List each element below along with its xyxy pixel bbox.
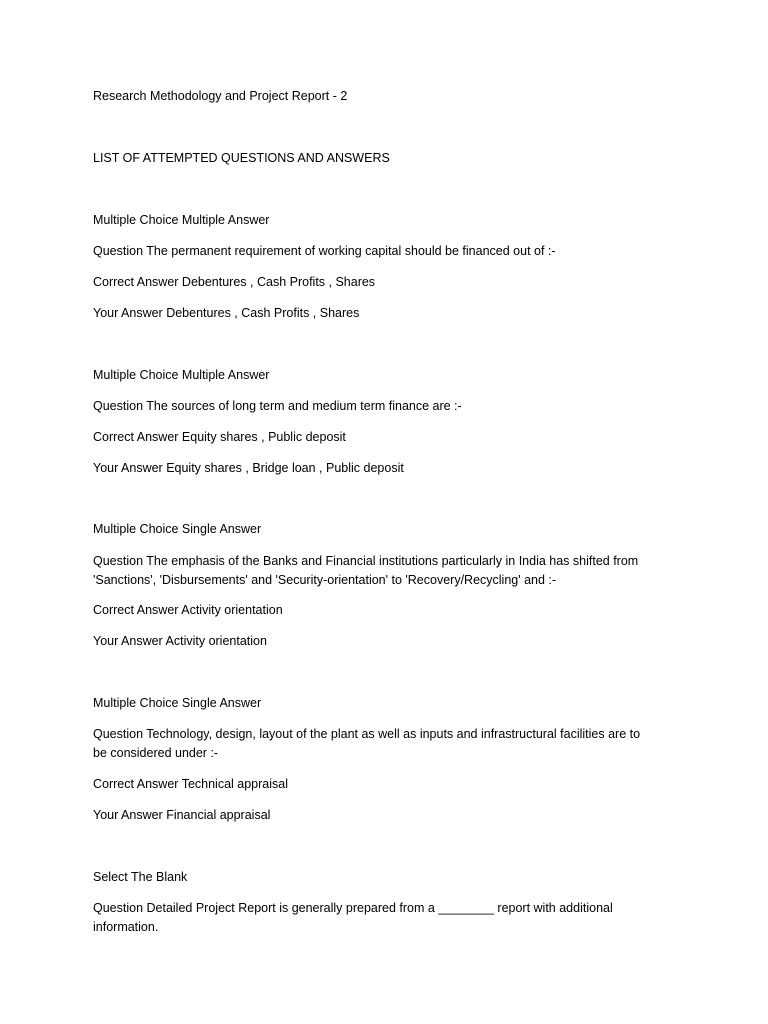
question-type: Multiple Choice Single Answer [93,696,262,710]
correct-answer: Correct Answer Equity shares , Public deposit [93,430,346,444]
question-text-line-2: information. [93,920,159,934]
your-answer: Your Answer Equity shares , Bridge loan , Public deposit [93,461,404,475]
question-type: Select The Blank [93,870,188,884]
question-text: Question The sources of long term and medium term finance are :- [93,399,462,413]
question-text-line-2: be considered under :- [93,746,219,760]
question-text-line-1: Question Detailed Project Report is generally prepared from a ________ report with additional [93,901,613,915]
question-type: Multiple Choice Multiple Answer [93,368,270,382]
question-text: Question The permanent requirement of working capital should be financed out of :- [93,244,556,258]
document-title: Research Methodology and Project Report - 2 [93,89,348,103]
your-answer: Your Answer Financial appraisal [93,808,271,822]
document-subtitle: LIST OF ATTEMPTED QUESTIONS AND ANSWERS [93,151,390,165]
correct-answer: Correct Answer Activity orientation [93,603,283,617]
correct-answer: Correct Answer Debentures , Cash Profits , Shares [93,275,376,289]
your-answer: Your Answer Activity orientation [93,634,267,648]
question-text-line-1: Question The emphasis of the Banks and Financial institutions particularly in India has shifted from [93,554,639,568]
question-text-line-2: 'Sanctions', 'Disbursements' and 'Security-orientation' to 'Recovery/Recycling' and :- [93,573,557,587]
question-type: Multiple Choice Single Answer [93,522,262,536]
question-type: Multiple Choice Multiple Answer [93,213,270,227]
correct-answer: Correct Answer Technical appraisal [93,777,289,791]
your-answer: Your Answer Debentures , Cash Profits , Shares [93,306,360,320]
question-text-line-1: Question Technology, design, layout of the plant as well as inputs and infrastructural facilities are to [93,727,641,741]
